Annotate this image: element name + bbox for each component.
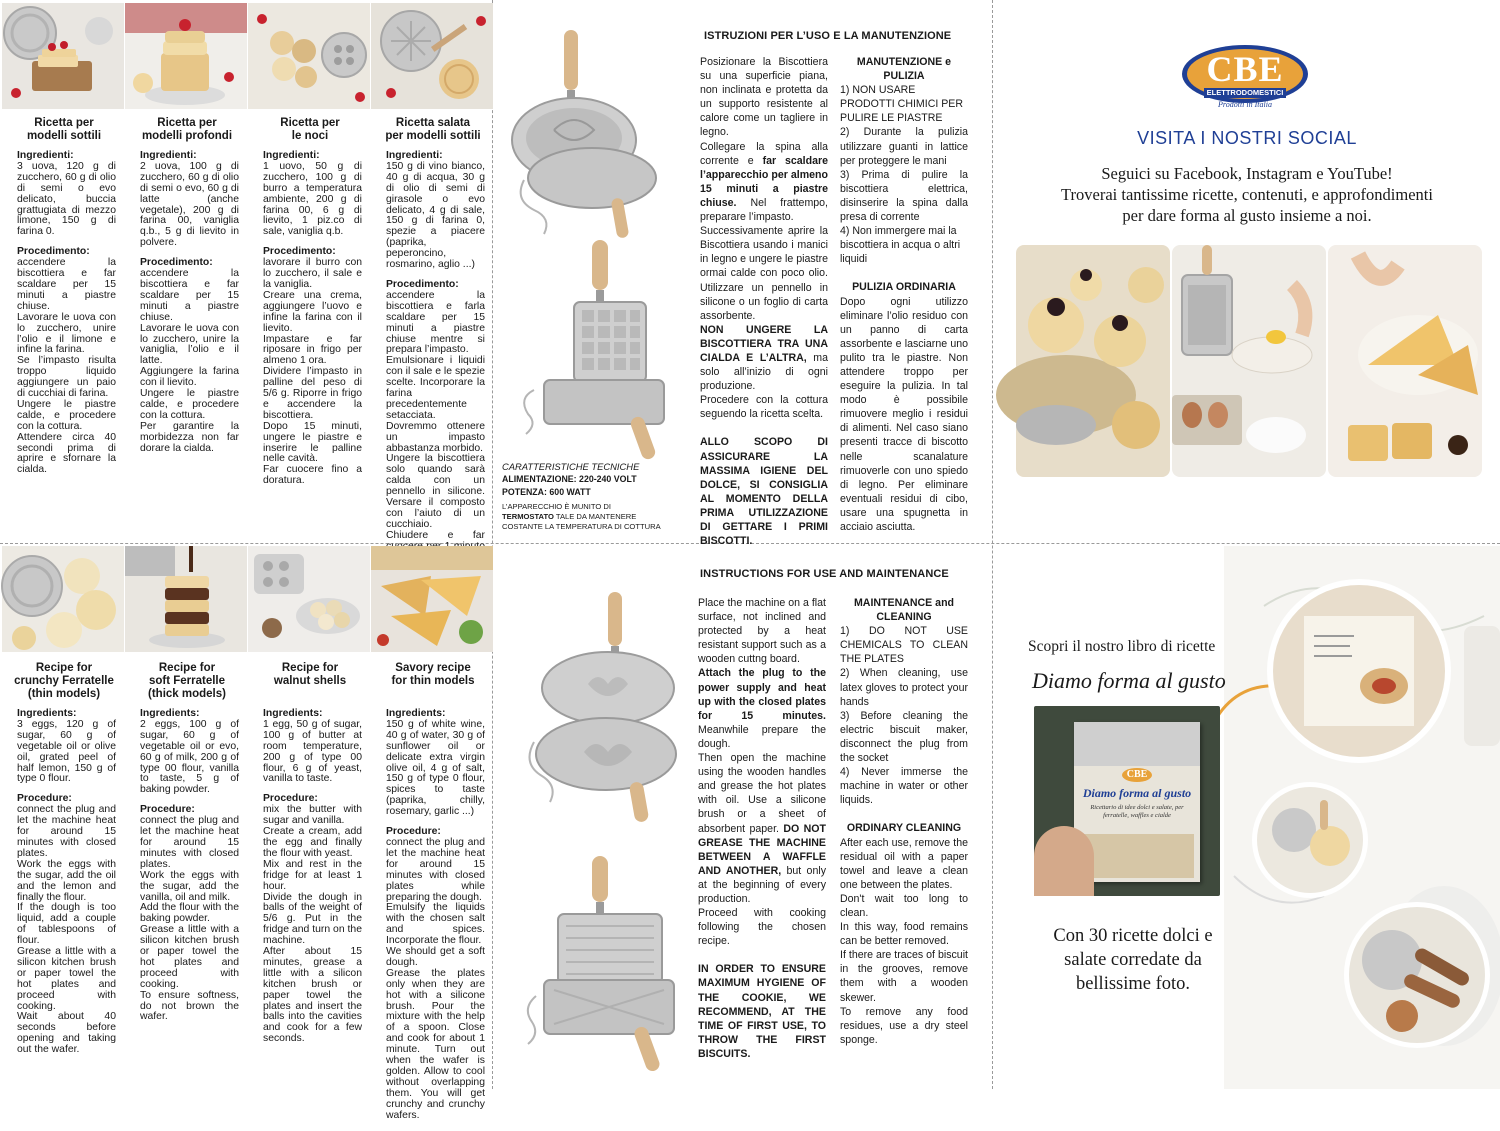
logo-tagline: Prodotti in Italia <box>1218 100 1272 109</box>
recipe-photo <box>2 546 124 652</box>
recipe-photo <box>125 3 247 109</box>
instruction-bold: IN ORDER TO ENSURE MAXIMUM HYGIENE OF THE COOKIE, WE RECOMMEND, AT THE TIME OF FIRST USE, TO THROW THE FIRST BISCUITS. <box>698 963 826 1060</box>
recipe-title: Recipe for soft Ferratelle (thick models) <box>148 662 226 700</box>
ingredients-label: Ingredients: <box>263 708 323 719</box>
recipe-column <box>125 546 247 652</box>
procedure-text: connect the plug and let the machine heat for around 15 minutes with closed plates. Work the eggs with the sugar, add the vanilla, oil and milk. Add the flour with the baking powder. Grease a little with a silicon kitchen brush or paper towel the hot plates and proceed with cooking. To ensure softness, do not brown the wafer. <box>140 815 239 1023</box>
instructions-title: INSTRUCTIONS FOR USE AND MAINTENANCE <box>700 568 949 580</box>
instruction-text: Nel frattempo, preparare l’impasto. <box>700 196 828 224</box>
recipe-it-1 <box>2 109 124 485</box>
instruction-text: Collegare la spina alla corrente e <box>700 140 828 167</box>
recipe-title: Ricetta per modelli profondi <box>141 117 233 142</box>
logo-subtext: ELETTRODOMESTICI <box>1206 88 1284 97</box>
ingredients-label: Ingredienti: <box>17 150 74 161</box>
instruction-text: Procedere con la cottura seguendo la ricetta scelta. <box>700 394 828 421</box>
recipe-title: Ricetta salata per modelli sottili <box>385 117 481 142</box>
social-photo-wafers <box>1328 245 1482 477</box>
ordinary-cleaning-title: ORDINARY CLEANING <box>846 822 962 835</box>
book-wafer-photo <box>1250 780 1370 900</box>
ingredients-label: Ingredienti: <box>386 150 443 161</box>
instruction-text: ma solo all’inizio di ogni produzione. <box>700 351 828 393</box>
ingredients-text: 1 egg, 50 g of sugar, 100 g of butter at room temperature, 200 g of type 00 flour, 6 g of yeast, vanilla to taste. <box>263 718 362 785</box>
fold-line <box>992 0 993 1089</box>
square-waffle-iron-image <box>504 240 694 465</box>
logo-text: CBE <box>1206 49 1284 89</box>
instruction-bold: DO NOT GREASE THE MACHINE BETWEEN A WAFFLE AND ANOTHER, <box>698 822 826 877</box>
ingredients-label: Ingredients: <box>386 708 446 719</box>
instruction-paragraph <box>700 393 828 421</box>
ingredients-label: Ingredienti: <box>140 150 197 161</box>
book-page-photo <box>1264 576 1454 766</box>
recipe-column <box>125 3 247 109</box>
technical-specs <box>502 460 682 532</box>
recipe-column <box>371 3 493 109</box>
ingredients-text: 150 g di vino bianco, 40 g di acqua, 30 g di olio di semi di girasole o evo delicato, 4 g di sale, 150 g di farina 0, spezie a piacere (paprika, peperoncino, rosmarino, aglio ...) <box>386 160 485 271</box>
cover-title: Diamo forma al gusto <box>1082 786 1192 800</box>
procedure-label: Procedure: <box>140 804 195 816</box>
maintenance-item: 3) Prima di pulire la biscottiera elettrica, disinserire la spina dalla presa di corrente <box>840 168 968 224</box>
cbe-logo <box>1180 44 1310 112</box>
recipe-en-1 <box>2 654 124 1065</box>
italian-instructions-panel <box>494 0 991 548</box>
procedure-label: Procedimento: <box>386 278 459 290</box>
procedure-text: accendere la biscottiera e far scaldare per 15 minuti a piastre chiuse. Lavorare le uova con lo zucchero, unire l’olio e il limone e infine la farina. Se l’impasto risulta troppo liquido aggiungere un paio di cucchiai di farina. Ungere le piastre calde, e procedere con la cottura. Attendere circa 40 secondi prima di aprire e sfornare la cialda. <box>17 257 116 476</box>
ingredients-text: 3 eggs, 120 g of sugar, 60 g of vegetable oil or olive oil, grated peel of half lemon, 150 g of type 0 flour. <box>17 718 116 785</box>
ingredients-text: 1 uovo, 50 g di zucchero, 100 g di burro a temperatura ambiente, 200 g di farina 00, 6 g di lievito, 1 piz.co di sale, vaniglia q.b. <box>263 160 362 238</box>
book-footer-line: Con 30 ricette dolci e <box>1053 926 1213 946</box>
instruction-text: Place the machine on a flat surface, not inclined and protected by a heat resistant support such as a wooden cuttng board. <box>698 597 826 666</box>
recipe-photo <box>2 3 124 109</box>
recipe-column <box>2 3 124 109</box>
recipe-title: Recipe for walnut shells <box>273 662 347 687</box>
specs-note-a: L’APPARECCHIO È MUNITO DI <box>502 502 612 511</box>
brand-social-panel <box>994 0 1500 543</box>
recipe-it-2 <box>125 109 247 463</box>
instruction-text: Proceed with cooking following the chosen recipe. <box>698 907 826 948</box>
instruction-bold: ALLO SCOPO DI ASSICURARE LA MASSIMA IGIENE DEL DOLCE, SI CONSIGLIA AL MOMENTO DELLA PRIMA UTILIZZAZIONE DI GETTARE I PRIMI BISCOTTI. <box>700 436 828 548</box>
recipe-photo <box>371 546 493 652</box>
specs-title: CARATTERISTICHE TECNICHE <box>502 461 640 472</box>
procedure-text: accendere la biscottiera e far scaldare per 15 minuti a piastre chiuse. Lavorare le uova con lo zucchero, unire la vaniglia, l’olio e il latte. Aggiungere la farina con il lievito. Ungere le piastre calde, e procedere con la cottura. Per garantire la morbidezza non far dorare la cialda. <box>140 268 239 454</box>
ingredients-label: Ingredients: <box>140 708 200 719</box>
instruction-paragraph <box>698 962 826 1061</box>
procedure-label: Procedimento: <box>140 257 213 269</box>
social-text-line: per dare forma al gusto insieme a noi. <box>1122 206 1372 225</box>
ingredients-label: Ingredients: <box>17 708 77 719</box>
specs-note-b: TERMOSTATO <box>502 512 554 521</box>
social-title: VISITA I NOSTRI SOCIAL <box>1137 128 1357 148</box>
book-panel <box>994 546 1500 1089</box>
procedure-label: Procedure: <box>263 793 318 805</box>
instruction-paragraph <box>700 55 828 140</box>
procedure-label: Procedure: <box>17 793 72 805</box>
instruction-text: Posizionare la Biscottiera su una superficie piana, non inclinata e protetta da un supporto resistente al calore come un tagliere in legno. <box>700 56 828 139</box>
maintenance-title: MAINTENANCE and CLEANING <box>853 597 955 624</box>
recipe-photo <box>248 546 370 652</box>
instruction-bold: NON UNGERE LA BISCOTTIERA TRA UNA CIALDA E L’ALTRA, <box>700 323 828 364</box>
maintenance-item: 4) Never immerse the machine in water or other liquids. <box>840 766 968 807</box>
procedure-text: connect the plug and let the machine heat for around 15 minutes with closed plates while preparing the dough. Emulsify the liquids with the chosen salt and spices. Incorporate the flour. We should get a soft dough. Grease the plates only when they are hot with a silicone brush. Pour the mixture with the help of a spoon. Close and cook for about 1 minute. Turn out when the wafer is golden. Allow to cool without overlapping them. You will get crunchy and crunchy wafers. <box>386 836 485 1121</box>
instruction-paragraph <box>700 323 828 393</box>
instruction-paragraph <box>700 435 828 548</box>
procedure-text: accendere la biscottiera e farla scaldare per 15 minuti a piastre chiuse mentre si prepara l’impasto. Emulsionare i liquidi con il sale e le spezie scelte. Incorporare la farina precedentemente setacciata. Dovremmo ottenere un impasto abbastanza morbido. Ungere la biscottiera solo quando sarà calda con un pennello in silicone. Versare il composto con l’aiuto di un cucchiaio. Chiudere e far <box>386 289 485 541</box>
book-footer-text <box>1028 924 1238 996</box>
book-title: Diamo forma al gusto <box>1032 668 1226 693</box>
english-instructions-panel <box>494 546 991 1089</box>
instruction-paragraph <box>698 906 826 948</box>
procedure-text: mix the butter with sugar and vanilla. Create a cream, add the egg and finally the flour with yeast. Mix and rest in the fridge for at least 1 hour. Divide the dough in balls of the weight of 5/6 g. Put in the fridge and turn on the machine. After about 15 minutes, grease a little with a silicon kitchen brush or paper towel the plates and insert the balls into the cavities and cook for a few seconds. <box>263 804 362 1045</box>
italian-recipes-panel <box>0 0 492 543</box>
instructions-column <box>700 55 828 548</box>
specs-note-d: COSTANTE LA TEMPERATURA DI COTTURA <box>502 522 661 531</box>
ingredients-text: 150 g of white wine, 40 g of water, 30 g of sunflower oil or delicate extra virgin olive oil, 4 g of salt, 150 g of type 0 flour, spices to taste (paprika, chilly, rosemary, garlic ...) <box>386 718 485 818</box>
recipe-column <box>2 546 124 652</box>
ingredients-text: 3 uova, 120 g di zucchero, 60 g di olio di semi o evo delicato, buccia grattugiata di mezzo limone, 150 g di farina 0. <box>17 160 116 238</box>
specs-power-supply: ALIMENTAZIONE: 220-240 VOLT <box>502 474 637 484</box>
maintenance-title: MANUTENZIONE e PULIZIA <box>856 56 952 83</box>
maintenance-item: 1) NON USARE PRODOTTI CHIMICI PER PULIRE LE PIASTRE <box>840 84 964 125</box>
procedure-text: lavorare il burro con lo zucchero, il sale e la vaniglia. Creare una crema, aggiungere l’uovo e infine la farina con il lievito. Impastare e far riposare in frigo per almeno 1 ora. Dividere l’impasto in palline del peso di 5/6 g. Riporre in frigo e accendere la biscottiera. Dopo 15 minuti, ungere le piastre e inserire le palline nelle cavità. Far cuocere fino a doratura. <box>263 257 362 487</box>
specs-note <box>502 502 682 532</box>
ordinary-cleaning-text: Dopo ogni utilizzo eliminare l’olio residuo con un panno di carta assorbente e lasciarne uno pulito tra le piastre. Non attendere troppo per eseguire la pulizia. In tal modo è possibile rimuovere meglio i residui di alimenti. Nel caso siano presenti tracce di biscotto nelle scanalature rimuoverle con uno spiedo di legno. Per eliminare eventuali residui di cibo, usare una spugnetta in acciaio asciutta. <box>840 295 968 533</box>
maintenance-item: 3) Before cleaning the electric biscuit maker, disconnect the plug from the socket <box>840 709 968 765</box>
maintenance-item: 4) Non immergere mai la biscottiera in acqua o altri liquidi <box>840 225 961 266</box>
recipe-en-4 <box>371 654 493 1131</box>
instruction-text: Then open the machine using the wooden handles and grease the hot plates with oil. Use a silicone brush or a sheet of absorbent paper. <box>698 752 826 835</box>
cover-subtitle: Ricettario di idee dolci e salate, per ferratelle, waffles e cialde <box>1090 804 1184 819</box>
recipe-column <box>248 546 370 652</box>
social-photo-pastries <box>1016 245 1170 477</box>
recipe-en-2 <box>125 654 247 1032</box>
procedure-label: Procedimento: <box>263 246 336 258</box>
social-text <box>994 163 1500 226</box>
cover-logo: CBE <box>1122 768 1152 782</box>
instruction-bold: far scaldare l’apparecchio per almeno 15 minuti a piastre chiuse. <box>700 154 828 209</box>
instruction-paragraph <box>698 751 826 906</box>
specs-power: POTENZA: 600 WATT <box>502 487 591 497</box>
specs-note-c: TALE DA MANTENERE <box>553 512 637 521</box>
instruction-text: Successivamente aprire la Biscottiera usando i manici in legno e ungere le piastre ormai calde con poco olio. Utilizzare un pennello in silicone o un foglio di carta assorbente. <box>700 225 828 322</box>
book-cannoli-photo <box>1342 900 1492 1050</box>
recipe-title: Ricetta per modelli sottili <box>26 117 102 142</box>
instruction-paragraph <box>698 596 826 666</box>
recipe-column <box>371 546 493 652</box>
instructions-column <box>698 596 826 1061</box>
recipe-it-3 <box>248 109 370 496</box>
procedure-text: connect the plug and let the machine heat for around 15 minutes with closed plates. Work the eggs with the sugar, add the oil and the lemon and finally the flour. If the dough is too liquid, add a couple of tablespoons of flour. Grease a little with a silicon kitchen brush or paper towel the hot plates and proceed with cooking. Wait about 40 seconds before opening and taking out the wafer. <box>17 804 116 1056</box>
recipe-photo <box>371 3 493 109</box>
social-photo-preparation <box>1172 245 1326 477</box>
square-waffle-iron-image <box>504 856 694 1081</box>
instructions-title: ISTRUZIONI PER L’USO E LA MANUTENZIONE <box>704 30 952 42</box>
instruction-bold: Attach the plug to the power supply and heat up with the closed plates for 15 minutes. <box>698 667 826 722</box>
book-footer-line: salate corredate da <box>1064 950 1202 970</box>
recipe-title: Savory recipe for thin models <box>391 662 475 687</box>
book-footer-line: bellissime foto. <box>1075 974 1191 994</box>
recipe-title: Recipe for crunchy Ferratelle (thin models) <box>14 662 114 700</box>
recipe-photo <box>125 546 247 652</box>
heart-waffle-iron-image <box>504 592 694 822</box>
heart-waffle-iron-image <box>504 30 694 245</box>
ingredients-label: Ingredienti: <box>263 150 320 161</box>
ordinary-cleaning-text: After each use, remove the residual oil with a paper towel and leave a clean one between the plates. Don't wait too long to clean. In this way, food remains can be better removed. If there are traces of biscuit in the grooves, remove them with a wooden skewer. To remove any food residues, use a dry steel sponge. <box>840 836 968 1046</box>
ordinary-cleaning-title: PULIZIA ORDINARIA <box>852 281 956 294</box>
procedure-label: Procedure: <box>386 826 441 838</box>
recipe-column <box>248 3 370 109</box>
recipe-en-3 <box>248 654 370 1054</box>
instruction-paragraph <box>698 666 826 751</box>
social-text-line: Troverai tantissime ricette, contenuti, e approfondimenti <box>1061 185 1433 204</box>
maintenance-column <box>840 55 968 534</box>
procedure-label: Procedimento: <box>17 246 90 258</box>
instruction-paragraph <box>700 224 828 323</box>
maintenance-item: 2) When cleaning, use latex gloves to protect your hands <box>840 667 968 708</box>
maintenance-item: 1) DO NOT USE CHEMICALS TO CLEAN THE PLATES <box>840 625 968 666</box>
recipe-photo <box>248 3 370 109</box>
ingredients-text: 2 eggs, 100 g of sugar, 60 g of vegetable oil or evo, 60 g of milk, 200 g of type 00 flour, vanilla to taste, 5 g of baking powder. <box>140 718 239 796</box>
instruction-paragraph <box>700 140 828 225</box>
instruction-text: Meanwhile prepare the dough. <box>698 723 826 750</box>
book-cover-photo <box>1034 706 1220 896</box>
social-text-line: Seguici su Facebook, Instagram e YouTube! <box>1101 164 1393 183</box>
discover-text: Scopri il nostro libro di ricette <box>1028 638 1216 655</box>
maintenance-column <box>840 596 968 1047</box>
ingredients-text: 2 uova, 100 g di zucchero, 60 g di olio di semi o evo, 60 g di latte (anche vegetale), 200 g di farina 00, vaniglia q.b., 5 g di lievito in polvere. <box>140 160 239 249</box>
english-recipes-panel <box>0 546 492 1121</box>
instruction-text: but only at the beginning of every production. <box>698 864 826 905</box>
recipe-title: Ricetta per le noci <box>280 117 340 142</box>
maintenance-item: 2) Durante la pulizia utilizzare guanti in lattice per proteggere le mani <box>840 126 968 167</box>
